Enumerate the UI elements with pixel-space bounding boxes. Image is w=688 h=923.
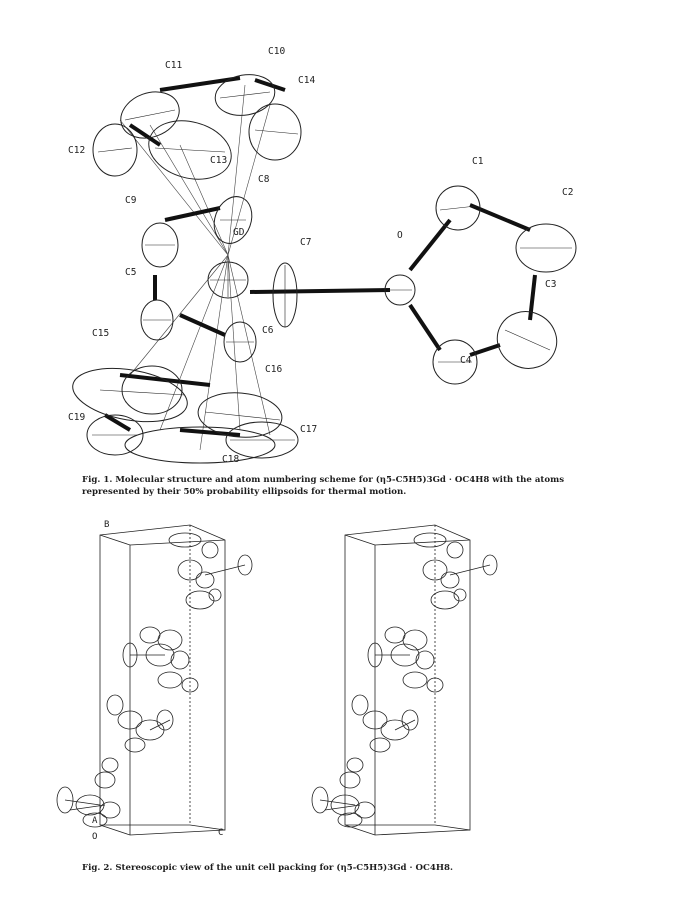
label-c2: C2 bbox=[562, 187, 574, 198]
label-c3: C3 bbox=[545, 279, 557, 290]
label-c8: C8 bbox=[258, 174, 270, 185]
figure-2-caption-text: Stereoscopic view of the unit cell packing for (η5-C5H5)3Gd · OC4H8. bbox=[115, 863, 453, 873]
cp-ring-middle bbox=[141, 191, 297, 362]
figure-1-caption-label: Fig. 1. bbox=[82, 475, 113, 485]
figure-1-caption bbox=[82, 474, 622, 498]
label-c11: C11 bbox=[165, 60, 183, 71]
figure-2-stereo-packing bbox=[0, 505, 688, 850]
label-c1: C1 bbox=[472, 156, 484, 167]
label-c14: C14 bbox=[298, 75, 316, 86]
label-c6: C6 bbox=[262, 325, 274, 336]
label-c10: C10 bbox=[268, 46, 286, 57]
figure-1-molecular-structure bbox=[0, 30, 688, 470]
molecular-structure-drawing bbox=[0, 30, 688, 470]
figure-2-caption-label: Fig. 2. bbox=[82, 863, 113, 873]
cp-ring-bottom bbox=[69, 360, 298, 463]
label-c12: C12 bbox=[68, 145, 86, 156]
axis-label-a: A bbox=[92, 816, 98, 826]
unit-cell-right bbox=[345, 525, 470, 835]
gd-atom bbox=[208, 262, 248, 298]
label-c17: C17 bbox=[300, 424, 318, 435]
label-c18: C18 bbox=[222, 454, 240, 465]
label-c7: C7 bbox=[300, 237, 312, 248]
label-gd: GD bbox=[233, 227, 245, 238]
unit-cell-left bbox=[100, 525, 225, 835]
bonds bbox=[105, 78, 535, 435]
label-c9: C9 bbox=[125, 195, 137, 206]
label-o: O bbox=[397, 230, 403, 241]
axis-label-c: C bbox=[218, 828, 224, 838]
label-c5: C5 bbox=[125, 267, 137, 278]
label-c16: C16 bbox=[265, 364, 283, 375]
axis-label-o: O bbox=[92, 832, 98, 842]
axis-label-b: B bbox=[104, 520, 110, 530]
label-c15: C15 bbox=[92, 328, 110, 339]
label-c19: C19 bbox=[68, 412, 86, 423]
cp-ring-top bbox=[93, 70, 301, 188]
figure-2-caption bbox=[82, 862, 622, 874]
stereo-packing-drawing bbox=[0, 505, 688, 850]
gd-ring-connector-lines bbox=[120, 85, 270, 450]
molecules-left bbox=[57, 533, 252, 827]
label-c4: C4 bbox=[460, 355, 472, 366]
figure-1-caption-text: Molecular structure and atom numbering scheme for (η5-C5H5)3Gd · OC4H8 with the atoms represented by their 50% probability ellipsoids for thermal motion. bbox=[82, 475, 565, 497]
molecules-right bbox=[312, 533, 497, 827]
label-c13: C13 bbox=[210, 155, 228, 166]
